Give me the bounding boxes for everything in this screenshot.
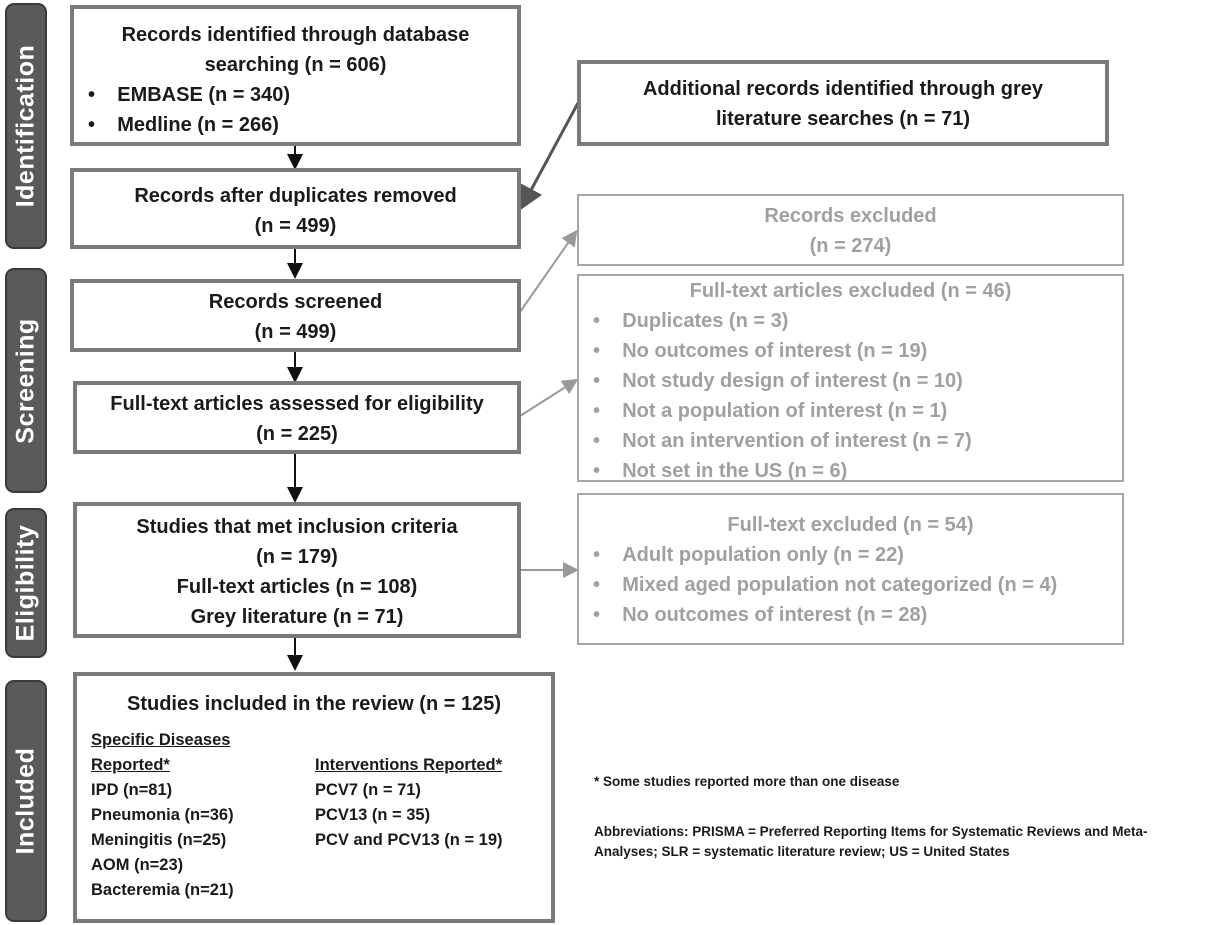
records-identified-title: Records identified through database	[121, 24, 470, 46]
disease-item: IPD (n=81)	[91, 781, 173, 799]
fulltext-assessed-box	[73, 381, 521, 454]
list-item: • Not an intervention of interest (n = 7)	[593, 430, 972, 452]
phase-label: Identification	[11, 44, 40, 208]
disease-item: Bacteremia (n=21)	[91, 881, 234, 899]
fulltext-excluded2-title: Full-text excluded (n = 54)	[727, 514, 974, 536]
screened-count: (n = 499)	[254, 321, 337, 343]
dedup-count: (n = 499)	[254, 215, 337, 237]
intervention-item: PCV and PCV13 (n = 19)	[315, 831, 503, 849]
list-item: • Mixed aged population not categorized (n = 4)	[593, 574, 1058, 596]
list-item: • No outcomes of interest (n = 28)	[593, 604, 928, 626]
disease-item: Pneumonia (n=36)	[91, 806, 234, 824]
records-excluded-count: (n = 274)	[809, 235, 892, 257]
intervention-item: PCV7 (n = 71)	[315, 781, 421, 799]
disease-item: Meningitis (n=25)	[91, 831, 227, 849]
phase-label: Included	[11, 747, 40, 855]
list-item: • Duplicates (n = 3)	[593, 310, 789, 332]
arrow-grey-to-dedup	[523, 103, 578, 205]
intervention-item: PCV13 (n = 35)	[315, 806, 431, 824]
abbreviations-line1: Abbreviations: PRISMA = Preferred Reporting Items for Systematic Reviews and Meta-	[594, 824, 1148, 839]
list-item: • Not a population of interest (n = 1)	[593, 400, 948, 422]
dedup-box	[70, 168, 521, 249]
phase-label: Eligibility	[11, 524, 40, 642]
records-identified-count: searching (n = 606)	[204, 54, 387, 76]
list-item: • Not set in the US (n = 6)	[593, 460, 848, 482]
met-criteria-title: Studies that met inclusion criteria	[136, 516, 458, 538]
list-item: • Medline (n = 266)	[88, 114, 279, 136]
screened-title: Records screened	[208, 291, 383, 313]
included-title: Studies included in the review (n = 125)	[127, 693, 501, 715]
records-excluded-title: Records excluded	[764, 205, 937, 227]
records-identified-box	[70, 5, 521, 146]
phase-label: Screening	[11, 317, 40, 444]
list-item: • Adult population only (n = 22)	[593, 544, 904, 566]
disease-item: AOM (n=23)	[91, 856, 184, 874]
fulltext-excluded-title: Full-text articles excluded (n = 46)	[689, 280, 1012, 302]
fulltext-excluded-box	[577, 274, 1124, 482]
met-criteria-count: (n = 179)	[256, 546, 338, 568]
footnote: * Some studies reported more than one disease	[594, 774, 900, 789]
diseases-header-2: Reported*	[91, 756, 170, 774]
met-criteria-fulltext: Full-text articles (n = 108)	[176, 576, 418, 598]
assessed-count: (n = 225)	[256, 423, 338, 445]
list-item: • Not study design of interest (n = 10)	[593, 370, 963, 392]
included-box	[73, 672, 555, 923]
assessed-title: Full-text articles assessed for eligibility	[110, 393, 484, 415]
abbreviations-line2: Analyses; SLR = systematic literature review; US = United States	[594, 844, 1010, 859]
list-item: • No outcomes of interest (n = 19)	[593, 340, 928, 362]
fulltext-excluded2-box	[577, 493, 1124, 645]
interventions-header: Interventions Reported*	[315, 756, 503, 774]
met-criteria-grey: Grey literature (n = 71)	[190, 606, 404, 628]
grey-literature-box	[577, 60, 1109, 146]
records-screened-box	[70, 279, 521, 352]
arrow-assessed-to-ftexcluded	[520, 381, 575, 416]
grey-literature-line2: literature searches (n = 71)	[715, 108, 970, 130]
records-excluded-box	[577, 194, 1124, 266]
met-criteria-box	[73, 502, 521, 638]
arrow-screened-to-excluded	[520, 233, 575, 312]
list-item: • EMBASE (n = 340)	[88, 84, 291, 106]
dedup-title: Records after duplicates removed	[134, 185, 457, 207]
grey-literature-line1: Additional records identified through grey	[642, 78, 1044, 100]
diseases-header-1: Specific Diseases	[91, 731, 231, 749]
